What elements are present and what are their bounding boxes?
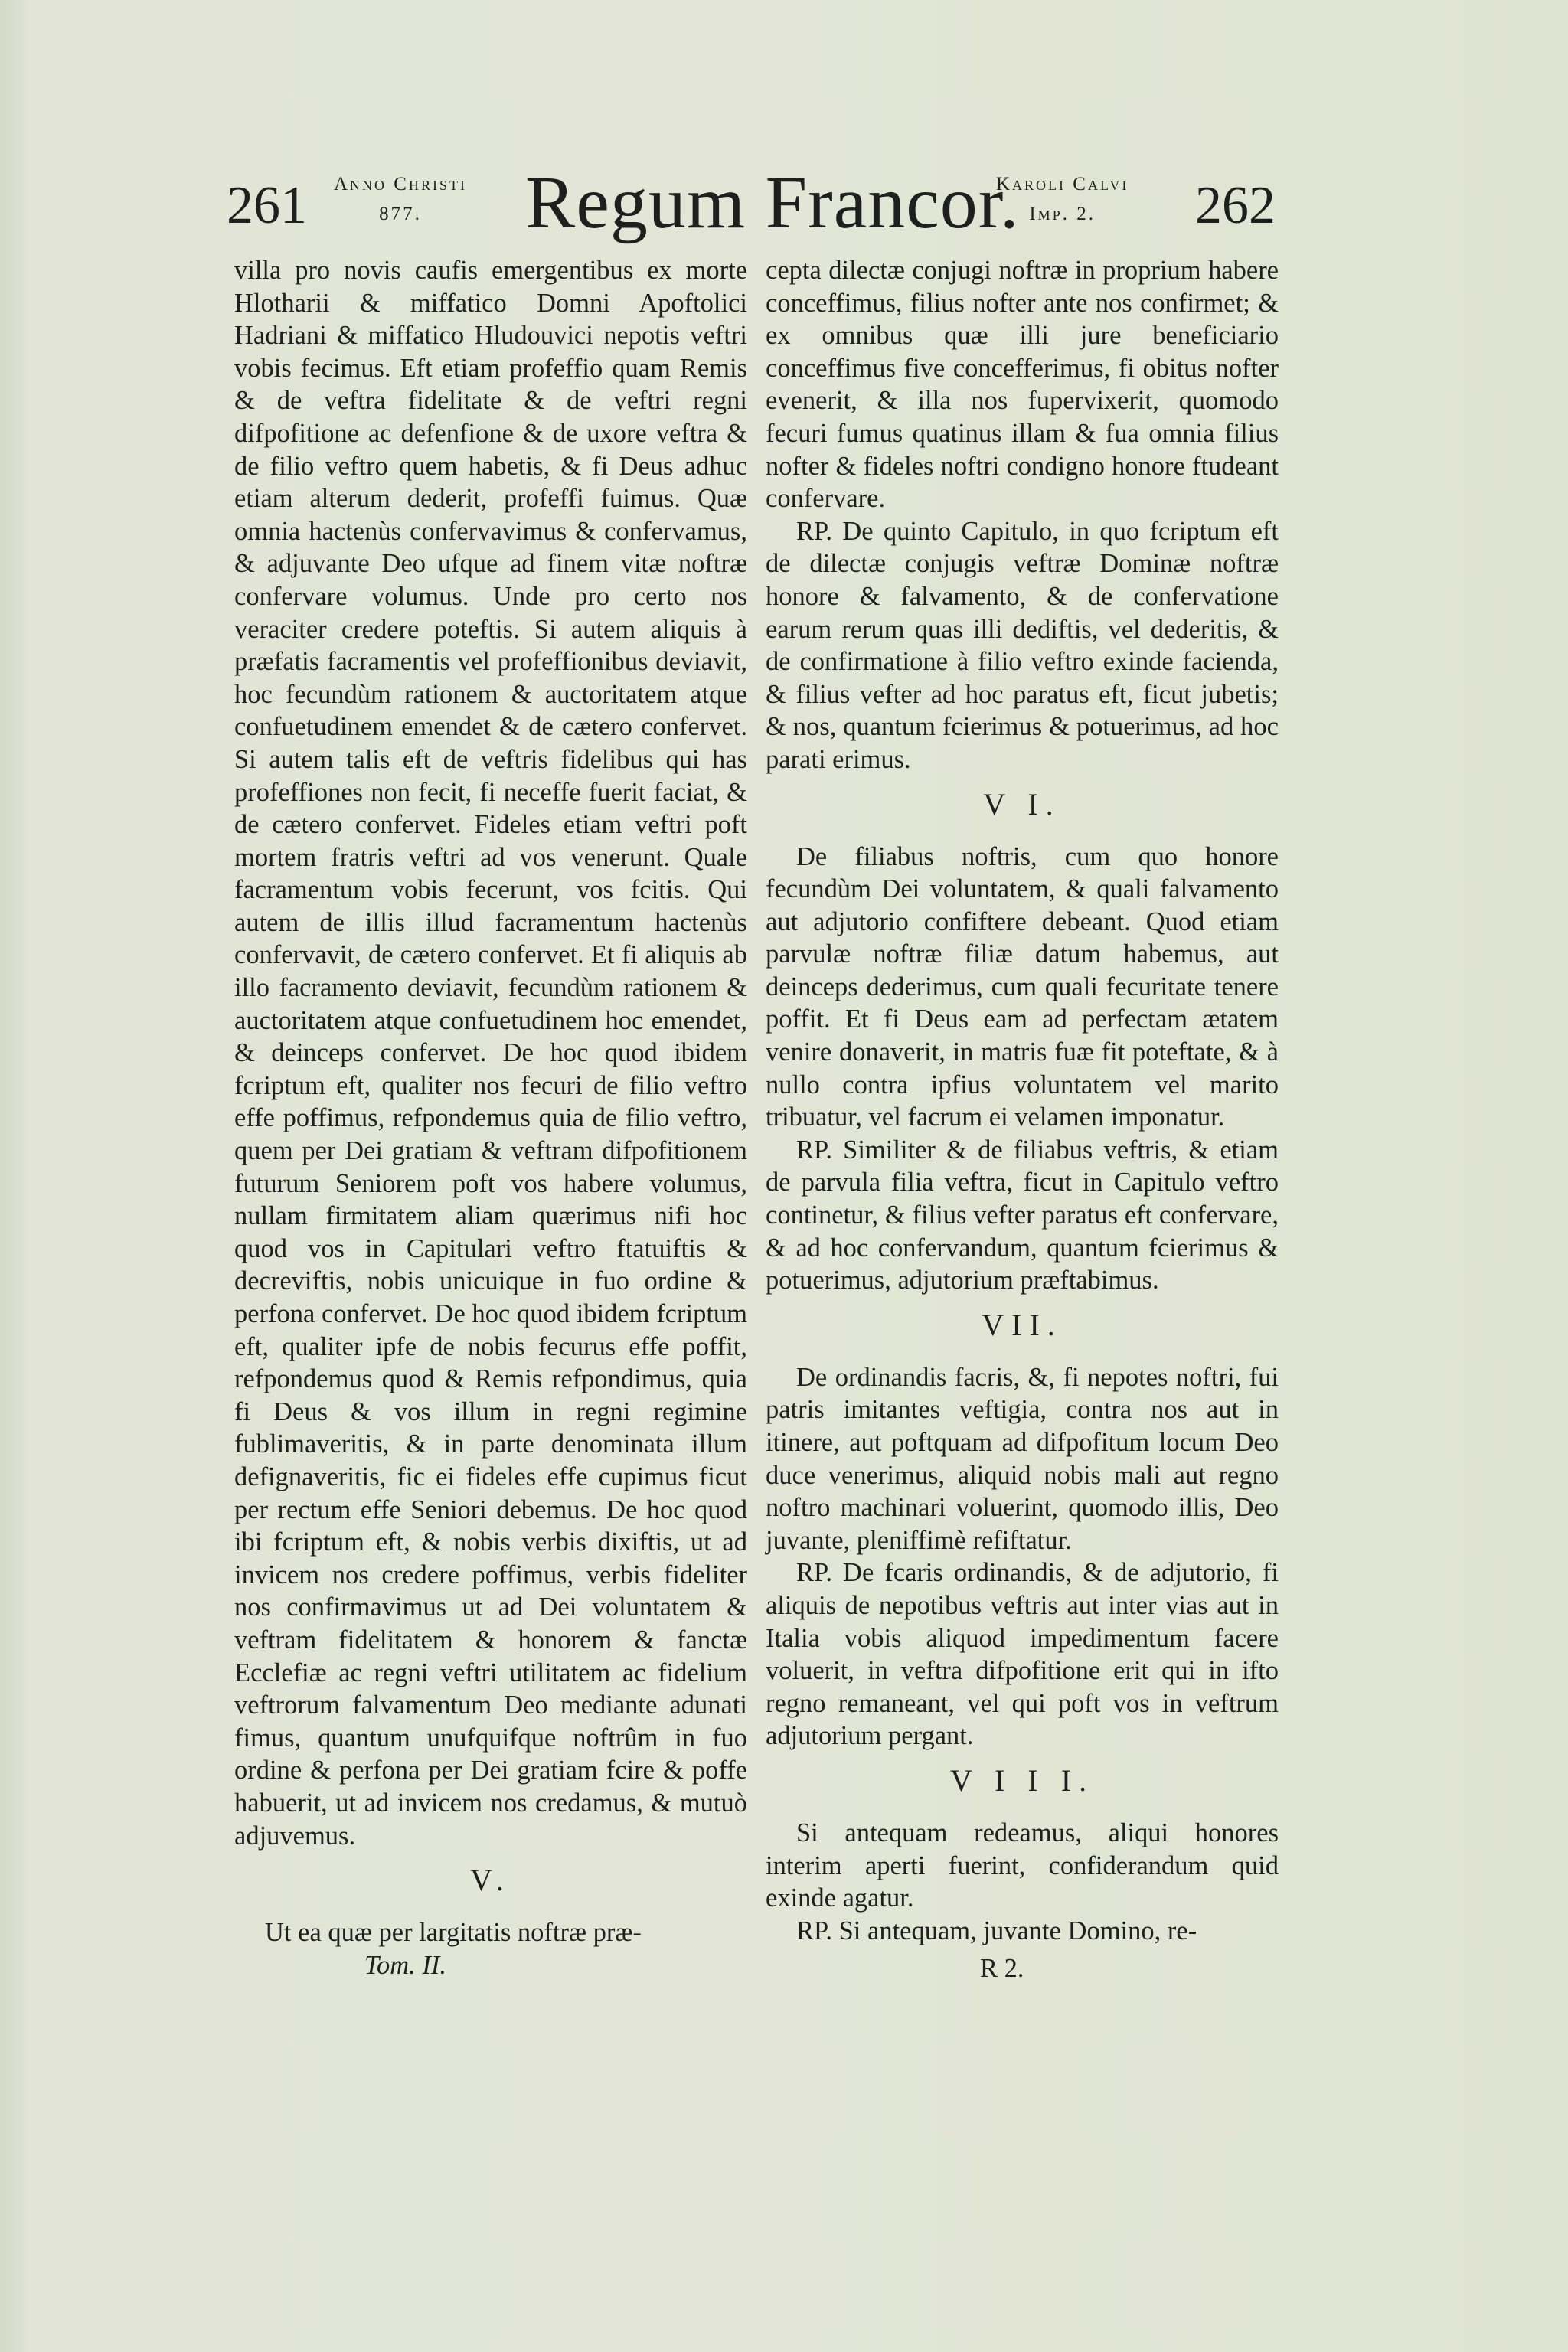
right-column (766, 254, 1279, 1985)
left-header-meta (334, 170, 467, 230)
page-title: Regum Francor. (525, 162, 1020, 244)
left-meta-line2: 877. (379, 203, 422, 224)
right-paragraph-5: De ordinandis facris, &, fi nepotes noftri, fui patris imitantes veftigia, contra nos aut in itinere, aut poftquam ad difpofitum locum Deo duce venerimus, aliquid nobis mali aut regno noftro machinari voluerint, quomodo illis, Deo juvante, pleniffimè refiftatur. (766, 1362, 1279, 1555)
section-heading-vi: V I. (983, 786, 1061, 822)
signature-mark: Tom. II. (364, 1950, 447, 1980)
running-header (227, 162, 1276, 254)
right-paragraph-1: cepta dilectæ conjugi noftræ in proprium habere conceffimus, filius nofter ante nos confirmet; & ex omnibus quæ illi jure beneficiario conceffimus five concefferimus, fi obitus nofter evenerit, & illa nos fupervixerit, quomodo fecuri fumus quatinus illam & fua omnia filius nofter & fideles noftri condigno honore ftudeant confervare. (766, 256, 1279, 514)
section-heading-v: V. (470, 1863, 511, 1898)
right-paragraph-8: RP. Si antequam, juvante Domino, re- (796, 1916, 1197, 1945)
left-meta-line1: Anno Christi (334, 174, 467, 194)
section-heading-viii: V I I I. (949, 1762, 1095, 1798)
right-header-meta (996, 170, 1129, 230)
right-paragraph-4: RP. Similiter & de filiabus veftris, & etiam de parvula filia veftra, ficut in Capitulo veftro continetur, & filius vefter paratus eft confervare, & ad hoc confervandum, quantum fcierimus & potuerimus, adjutorium præftabimus. (766, 1135, 1279, 1295)
right-paragraph-3: De filiabus noftris, cum quo honore fecundùm Dei voluntatem, & quali falvamento aut adjutorio confiftere debeant. Quod etiam parvulæ noftræ filiæ datum habemus, aut deinceps dederimus, cum quali fecuritate tenere poffit. Et fi Deus eam ad perfectam ætatem venire donaverit, in matris fuæ fit poteftate, & à nullo contra ipfius voluntatem vel marito tribuatur, vel facrum ei velamen imponatur. (766, 841, 1279, 1132)
right-meta-line2: Imp. 2. (1029, 203, 1096, 224)
left-paragraph-2: Ut ea quæ per largitatis noftræ præ- (265, 1918, 642, 1948)
signature-mark: R 2. (980, 1954, 1024, 1984)
right-paragraph-7: Si antequam redeamus, aliqui honores interim aperti fuerint, confiderandum quid exinde agatur. (766, 1818, 1279, 1913)
right-paragraph-6: RP. De fcaris ordinandis, & de adjutorio, fi aliquis de nepotibus veftris aut inter vias aut in Italia vobis aliquod impedimentum facere voluerit, in veftra difpofitione erit qui in ifto regno remaneant, vel qui poft vos in veftrum adjutorium pergant. (766, 1558, 1279, 1751)
left-paragraph-1: villa pro novis caufis emergentibus ex morte Hlotharii & miffatico Domni Apoftolici Hadriani & miffatico Hludouvici nepotis veftri vobis fecimus. Eft etiam profeffio quam Remis & de veftra fidelitate & de veftri regni difpofitione ac defenfione & de uxore veftra & de filio veftro quem habetis, & fi Deus adhuc etiam alterum dederit, profeffi fuimus. Quæ omnia hactenùs confervavimus & confervamus, & adjuvante Deo ufque ad finem vitæ noftræ confervare volumus. Unde pro certo nos veraciter credere poteftis. Si autem aliquis à præfatis facramentis vel profeffionibus deviavit, hoc fecundùm rationem & auctoritatem atque confuetudinem emendet & de cætero confervet. Si autem talis eft de veftris fidelibus qui has profeffiones non fecit, fi neceffe fuerit faciat, & de cætero confervet. Fideles etiam veftri poft mortem fratris veftri ad vos venerunt. Quale facramentum vobis fecerunt, vos fcitis. Qui autem de illis illud facramentum hactenùs confervavit, de cætero confervet. Et fi aliquis ab illo facramento deviavit, fecundùm rationem & auctoritatem atque confuetudinem hoc emendet, & deinceps confervet. De hoc quod ibidem fcriptum eft, qualiter nos fecuri de filio veftro effe poffimus, refpondemus quia de filio veftro, quem per Dei gratiam & veftram difpofitionem futurum Seniorem poft vos habere volumus, nullam firmitatem aliam quærimus nifi hoc quod vos in Capitulari veftro ftatuiftis & decreviftis, nobis unicuique in fuo ordine & perfona confervet. De hoc quod ibidem fcriptum eft, qualiter ipfe de nobis fecurus effe poffit, refpondemus quod & Remis refpondimus, quia fi Deus & vos illum in regni regimine fublimaveritis, & in parte denominata illum defignaveritis, fic ei fideles effe cupimus ficut per rectum effe Seniori debemus. De hoc quod ibi fcriptum eft, & nobis verbis dixiftis, ut ad invicem nos credere poffimus, verbis fideliter nos confirmavimus ut ad Dei voluntatem & veftram fidelitatem & honorem & fanctæ Ecclefiæ ac regni veftri utilitatem ac fidelium veftrorum falvamentum Deo mediante adunati fimus, quantum unufquifque noftrûm in fuo ordine & perfona per Dei gratiam fcire & poffe habuerit, ut ad invicem nos credamus, & mutuò adjuvemus. (234, 256, 747, 1851)
left-column (234, 254, 747, 1981)
left-page-number: 261 (227, 176, 307, 235)
right-paragraph-2: RP. De quinto Capitulo, in quo fcriptum eft de dilectæ conjugis veftræ Dominæ noftræ honore & falvamento, & de confervatione earum rerum quas illi dediftis, vel dederitis, & de confirmatione à filio veftro exinde facienda, & filius vefter ad hoc paratus eft, ficut jubetis; & nos, quantum fcierimus & potuerimus, ad hoc parati erimus. (766, 516, 1279, 774)
section-heading-vii: VII. (982, 1307, 1063, 1342)
right-meta-line1: Karoli Calvi (996, 174, 1129, 194)
right-page-number: 262 (1195, 176, 1276, 235)
